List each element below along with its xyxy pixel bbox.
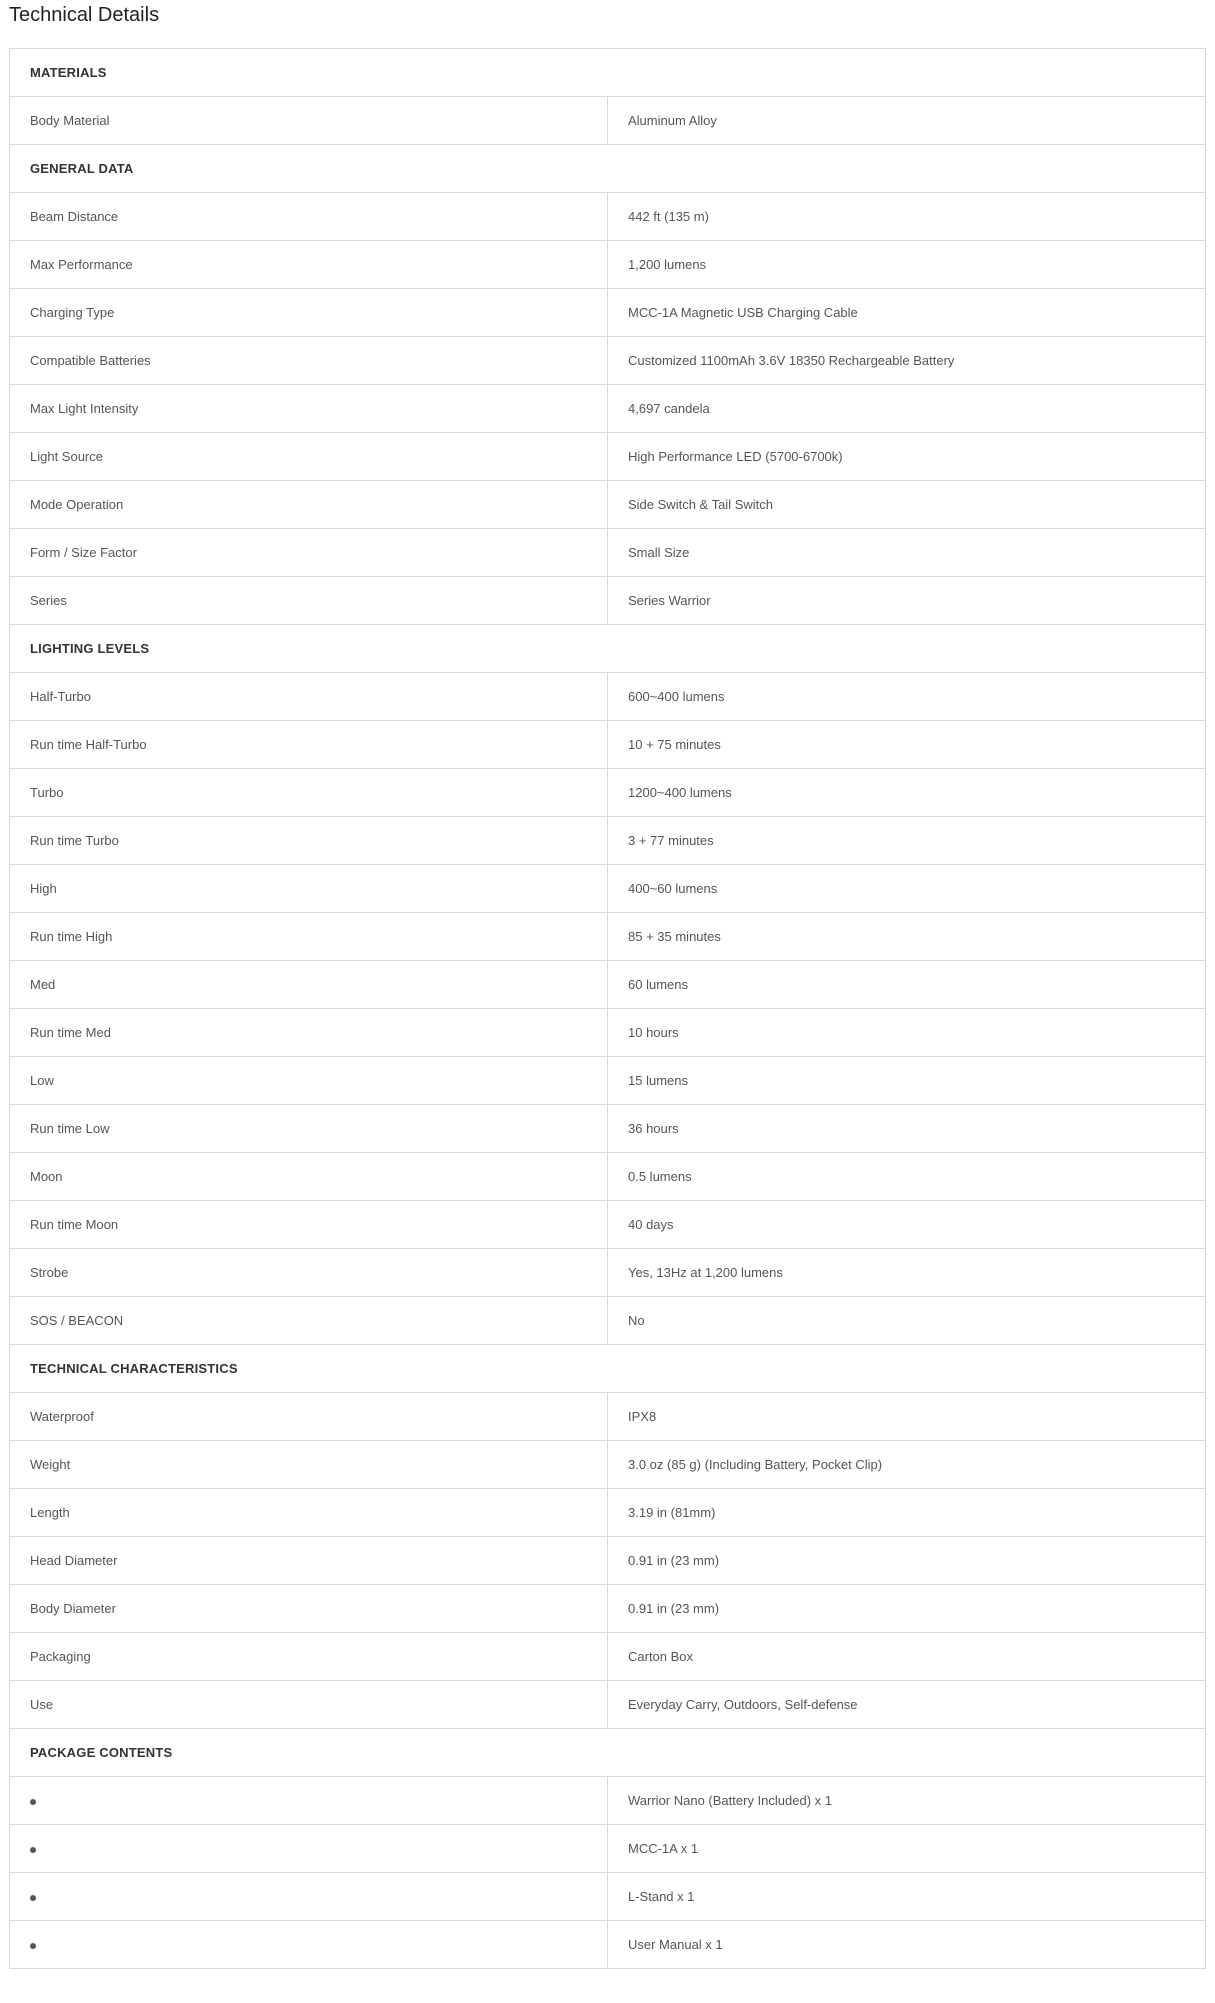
table-row [10, 385, 1206, 433]
spec-label: Run time Low [10, 1105, 608, 1153]
table-row [10, 1537, 1206, 1585]
section-heading: GENERAL DATA [10, 145, 1206, 193]
spec-table [9, 48, 1206, 1969]
spec-label: High [10, 865, 608, 913]
table-row [10, 1153, 1206, 1201]
spec-label: Light Source [10, 433, 608, 481]
section-header-row [10, 49, 1206, 97]
table-row [10, 1585, 1206, 1633]
table-row [10, 1777, 1206, 1825]
table-row [10, 913, 1206, 961]
spec-value: Yes, 13Hz at 1,200 lumens [608, 1249, 1206, 1297]
page-title: Technical Details [9, 4, 160, 26]
spec-label: Low [10, 1057, 608, 1105]
bullet-cell [10, 1921, 608, 1969]
table-row [10, 1105, 1206, 1153]
table-row [10, 289, 1206, 337]
spec-value: Series Warrior [608, 577, 1206, 625]
spec-label: Form / Size Factor [10, 529, 608, 577]
spec-label: Compatible Batteries [10, 337, 608, 385]
section-header-row [10, 1345, 1206, 1393]
spec-value: User Manual x 1 [608, 1921, 1206, 1969]
spec-value: L-Stand x 1 [608, 1873, 1206, 1921]
spec-label: Waterproof [10, 1393, 608, 1441]
spec-value: Everyday Carry, Outdoors, Self-defense [608, 1681, 1206, 1729]
spec-value: Warrior Nano (Battery Included) x 1 [608, 1777, 1206, 1825]
spec-label: Beam Distance [10, 193, 608, 241]
bullet-icon [30, 1895, 36, 1901]
table-row [10, 865, 1206, 913]
spec-label: Mode Operation [10, 481, 608, 529]
spec-label: Moon [10, 1153, 608, 1201]
spec-label: Run time Turbo [10, 817, 608, 865]
spec-value: No [608, 1297, 1206, 1345]
spec-value: 3 + 77 minutes [608, 817, 1206, 865]
section-heading: MATERIALS [10, 49, 1206, 97]
spec-table-body [10, 49, 1206, 1969]
spec-value: 40 days [608, 1201, 1206, 1249]
spec-value: High Performance LED (5700-6700k) [608, 433, 1206, 481]
spec-label: Max Performance [10, 241, 608, 289]
spec-value: 4,697 candela [608, 385, 1206, 433]
spec-label: Strobe [10, 1249, 608, 1297]
spec-value: 0.91 in (23 mm) [608, 1585, 1206, 1633]
table-row [10, 337, 1206, 385]
section-header-row [10, 625, 1206, 673]
spec-label: Run time Moon [10, 1201, 608, 1249]
table-row [10, 193, 1206, 241]
table-row [10, 1921, 1206, 1969]
bullet-cell [10, 1873, 608, 1921]
table-row [10, 673, 1206, 721]
table-row [10, 961, 1206, 1009]
spec-label: Turbo [10, 769, 608, 817]
section-header-row [10, 1729, 1206, 1777]
spec-label: Charging Type [10, 289, 608, 337]
spec-value: 0.5 lumens [608, 1153, 1206, 1201]
spec-value: 10 hours [608, 1009, 1206, 1057]
table-row [10, 241, 1206, 289]
table-row [10, 1201, 1206, 1249]
table-row [10, 1297, 1206, 1345]
table-row [10, 1633, 1206, 1681]
spec-value: 10 + 75 minutes [608, 721, 1206, 769]
spec-label: Run time High [10, 913, 608, 961]
table-row [10, 1825, 1206, 1873]
spec-value: Carton Box [608, 1633, 1206, 1681]
bullet-icon [30, 1799, 36, 1805]
spec-label: Med [10, 961, 608, 1009]
bullet-icon [30, 1943, 36, 1949]
table-row [10, 1249, 1206, 1297]
spec-label: Max Light Intensity [10, 385, 608, 433]
spec-label: Half-Turbo [10, 673, 608, 721]
section-heading: PACKAGE CONTENTS [10, 1729, 1206, 1777]
section-heading: LIGHTING LEVELS [10, 625, 1206, 673]
spec-value: 1200~400 lumens [608, 769, 1206, 817]
spec-label: Length [10, 1489, 608, 1537]
table-row [10, 721, 1206, 769]
table-row [10, 1681, 1206, 1729]
table-row [10, 1489, 1206, 1537]
spec-value: MCC-1A Magnetic USB Charging Cable [608, 289, 1206, 337]
table-row [10, 769, 1206, 817]
spec-value: 1,200 lumens [608, 241, 1206, 289]
spec-label: Run time Half-Turbo [10, 721, 608, 769]
spec-value: Aluminum Alloy [608, 97, 1206, 145]
spec-value: 85 + 35 minutes [608, 913, 1206, 961]
spec-label: Head Diameter [10, 1537, 608, 1585]
spec-label: Weight [10, 1441, 608, 1489]
table-row [10, 577, 1206, 625]
section-heading: TECHNICAL CHARACTERISTICS [10, 1345, 1206, 1393]
spec-value: 15 lumens [608, 1057, 1206, 1105]
spec-value: 3.0 oz (85 g) (Including Battery, Pocket Clip) [608, 1441, 1206, 1489]
spec-value: 400~60 lumens [608, 865, 1206, 913]
table-row [10, 1873, 1206, 1921]
table-row [10, 529, 1206, 577]
spec-value: IPX8 [608, 1393, 1206, 1441]
spec-value: 442 ft (135 m) [608, 193, 1206, 241]
spec-label: Body Material [10, 97, 608, 145]
section-header-row [10, 145, 1206, 193]
table-row [10, 817, 1206, 865]
spec-label: Packaging [10, 1633, 608, 1681]
spec-label: Run time Med [10, 1009, 608, 1057]
spec-value: Customized 1100mAh 3.6V 18350 Rechargeable Battery [608, 337, 1206, 385]
spec-value: 600~400 lumens [608, 673, 1206, 721]
spec-label: SOS / BEACON [10, 1297, 608, 1345]
table-row [10, 433, 1206, 481]
table-row [10, 1393, 1206, 1441]
spec-label: Body Diameter [10, 1585, 608, 1633]
spec-label: Series [10, 577, 608, 625]
spec-label: Use [10, 1681, 608, 1729]
spec-value: Small Size [608, 529, 1206, 577]
bullet-cell [10, 1825, 608, 1873]
table-row [10, 1441, 1206, 1489]
spec-value: 60 lumens [608, 961, 1206, 1009]
table-row [10, 1009, 1206, 1057]
table-row [10, 1057, 1206, 1105]
bullet-cell [10, 1777, 608, 1825]
table-row [10, 481, 1206, 529]
spec-value: Side Switch & Tail Switch [608, 481, 1206, 529]
spec-value: 3.19 in (81mm) [608, 1489, 1206, 1537]
spec-value: 36 hours [608, 1105, 1206, 1153]
bullet-icon [30, 1847, 36, 1853]
spec-value: MCC-1A x 1 [608, 1825, 1206, 1873]
spec-value: 0.91 in (23 mm) [608, 1537, 1206, 1585]
table-row [10, 97, 1206, 145]
